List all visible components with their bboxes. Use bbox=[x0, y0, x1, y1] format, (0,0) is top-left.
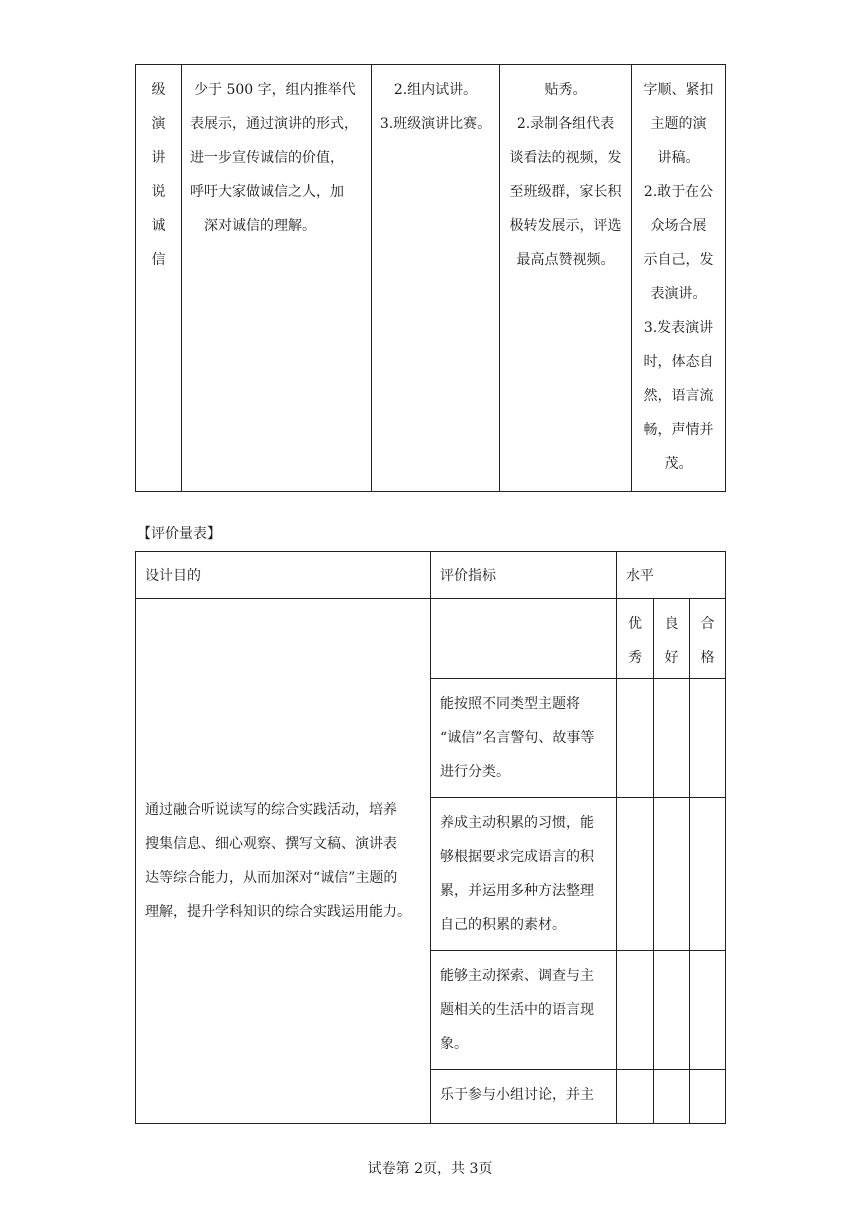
criteria-line: 示自己，发 bbox=[643, 252, 714, 268]
display-line: 贴秀。 bbox=[544, 82, 587, 98]
indicator-cell bbox=[431, 951, 617, 1070]
indicator-line: 养成主动积累的习惯，能 bbox=[440, 815, 594, 831]
score-cell bbox=[617, 798, 654, 951]
activity-criteria-cell bbox=[632, 65, 726, 492]
level-char: 优 bbox=[628, 616, 642, 632]
purpose-line: 理解，提升学科知识的综合实践运用能力。 bbox=[145, 904, 411, 920]
criteria-line: 讲稿。 bbox=[657, 150, 700, 166]
indicator-line: 能够主动探索、调查与主 bbox=[440, 968, 594, 984]
activity-name-cell bbox=[136, 65, 182, 492]
score-cell bbox=[617, 679, 654, 798]
activity-display-cell bbox=[500, 65, 632, 492]
indicator-line: 象。 bbox=[440, 1036, 468, 1052]
score-cell bbox=[654, 679, 690, 798]
display-line: 2.录制各组代表 bbox=[516, 116, 615, 132]
level-char: 合 bbox=[700, 616, 715, 632]
criteria-line: 2.敢于在公 bbox=[643, 184, 714, 200]
content-line: 表展示，通过演讲的形式， bbox=[190, 116, 358, 132]
activity-name-char: 级 bbox=[151, 82, 166, 98]
score-cell bbox=[617, 951, 654, 1070]
display-line: 至班级群，家长积 bbox=[509, 184, 622, 200]
display-line: 最高点赞视频。 bbox=[516, 252, 615, 268]
eval-header-row bbox=[136, 552, 726, 599]
indicator-line: 题相关的生活中的语言现 bbox=[440, 1002, 594, 1018]
score-cell bbox=[617, 1070, 654, 1124]
purpose-line: 通过融合听说读写的综合实践活动，培养 bbox=[145, 802, 397, 818]
display-line: 极转发展示，评选 bbox=[509, 218, 622, 234]
content-line: 进一步宣传诚信的价值， bbox=[190, 150, 344, 166]
evaluation-table bbox=[135, 551, 726, 1124]
indicator-empty-cell bbox=[431, 599, 617, 679]
criteria-line: 主题的演 bbox=[650, 116, 707, 132]
level-char: 良 bbox=[664, 616, 679, 632]
header-purpose: 设计目的 bbox=[136, 552, 431, 599]
purpose-line: 搜集信息、细心观察、撰写文稿、演讲表 bbox=[145, 836, 397, 852]
indicator-line: 进行分类。 bbox=[440, 764, 510, 780]
header-level: 水平 bbox=[617, 552, 726, 599]
level-char: 格 bbox=[700, 650, 715, 666]
steps-line: 2.组内试讲。 bbox=[393, 82, 478, 98]
level-pass bbox=[690, 599, 726, 679]
indicator-line: 累，并运用多种方法整理 bbox=[440, 883, 594, 899]
criteria-line: 茂。 bbox=[664, 456, 693, 472]
activity-name-char: 诚 bbox=[151, 218, 166, 234]
section-title: 【评价量表】 bbox=[137, 526, 221, 542]
purpose-cell bbox=[136, 599, 431, 1124]
level-char: 秀 bbox=[628, 650, 642, 666]
indicator-line: 自己的积累的素材。 bbox=[440, 917, 566, 933]
eval-level-row bbox=[136, 599, 726, 679]
activity-content-cell bbox=[182, 65, 372, 492]
criteria-line: 字顺、紧扣 bbox=[643, 82, 714, 98]
score-cell bbox=[690, 951, 726, 1070]
content-line: 少于 500 字，组内推举代 bbox=[194, 82, 356, 98]
level-good bbox=[654, 599, 690, 679]
content-line: 呼吁大家做诚信之人，加 bbox=[190, 184, 344, 200]
indicator-cell bbox=[431, 1070, 617, 1124]
activity-row bbox=[136, 65, 726, 492]
criteria-line: 然，语言流 bbox=[643, 388, 714, 404]
purpose-line: 达等综合能力，从而加深对“诚信”主题的 bbox=[145, 870, 398, 886]
activity-name-char: 演 bbox=[151, 116, 166, 132]
criteria-line: 畅，声情并 bbox=[643, 422, 714, 438]
indicator-line: “诚信”名言警句、故事等 bbox=[440, 730, 595, 746]
score-cell bbox=[690, 679, 726, 798]
activity-table bbox=[135, 64, 726, 492]
level-char: 好 bbox=[664, 650, 679, 666]
indicator-cell bbox=[431, 798, 617, 951]
level-excellent bbox=[617, 599, 654, 679]
score-cell bbox=[654, 798, 690, 951]
activity-name-char: 信 bbox=[151, 252, 166, 268]
indicator-line: 够根据要求完成语言的积 bbox=[440, 849, 594, 865]
activity-name-char: 说 bbox=[151, 184, 166, 200]
steps-line: 3.班级演讲比赛。 bbox=[379, 116, 492, 132]
score-cell bbox=[654, 1070, 690, 1124]
criteria-line: 表演讲。 bbox=[650, 286, 707, 302]
display-line: 谈看法的视频，发 bbox=[509, 150, 622, 166]
criteria-line: 时，体态自 bbox=[643, 354, 714, 370]
activity-name-char: 讲 bbox=[151, 150, 166, 166]
indicator-line: 能按照不同类型主题将 bbox=[440, 696, 580, 712]
activity-steps-cell bbox=[372, 65, 500, 492]
score-cell bbox=[690, 798, 726, 951]
page-footer: 试卷第 2页，共 3页 bbox=[367, 1161, 493, 1177]
content-line: 深对诚信的理解。 bbox=[204, 218, 316, 234]
score-cell bbox=[654, 951, 690, 1070]
indicator-line: 乐于参与小组讨论，并主 bbox=[440, 1087, 594, 1103]
indicator-cell bbox=[431, 679, 617, 798]
score-cell bbox=[690, 1070, 726, 1124]
criteria-line: 3.发表演讲 bbox=[643, 320, 714, 336]
header-indicator: 评价指标 bbox=[431, 552, 617, 599]
criteria-line: 众场合展 bbox=[650, 218, 707, 234]
